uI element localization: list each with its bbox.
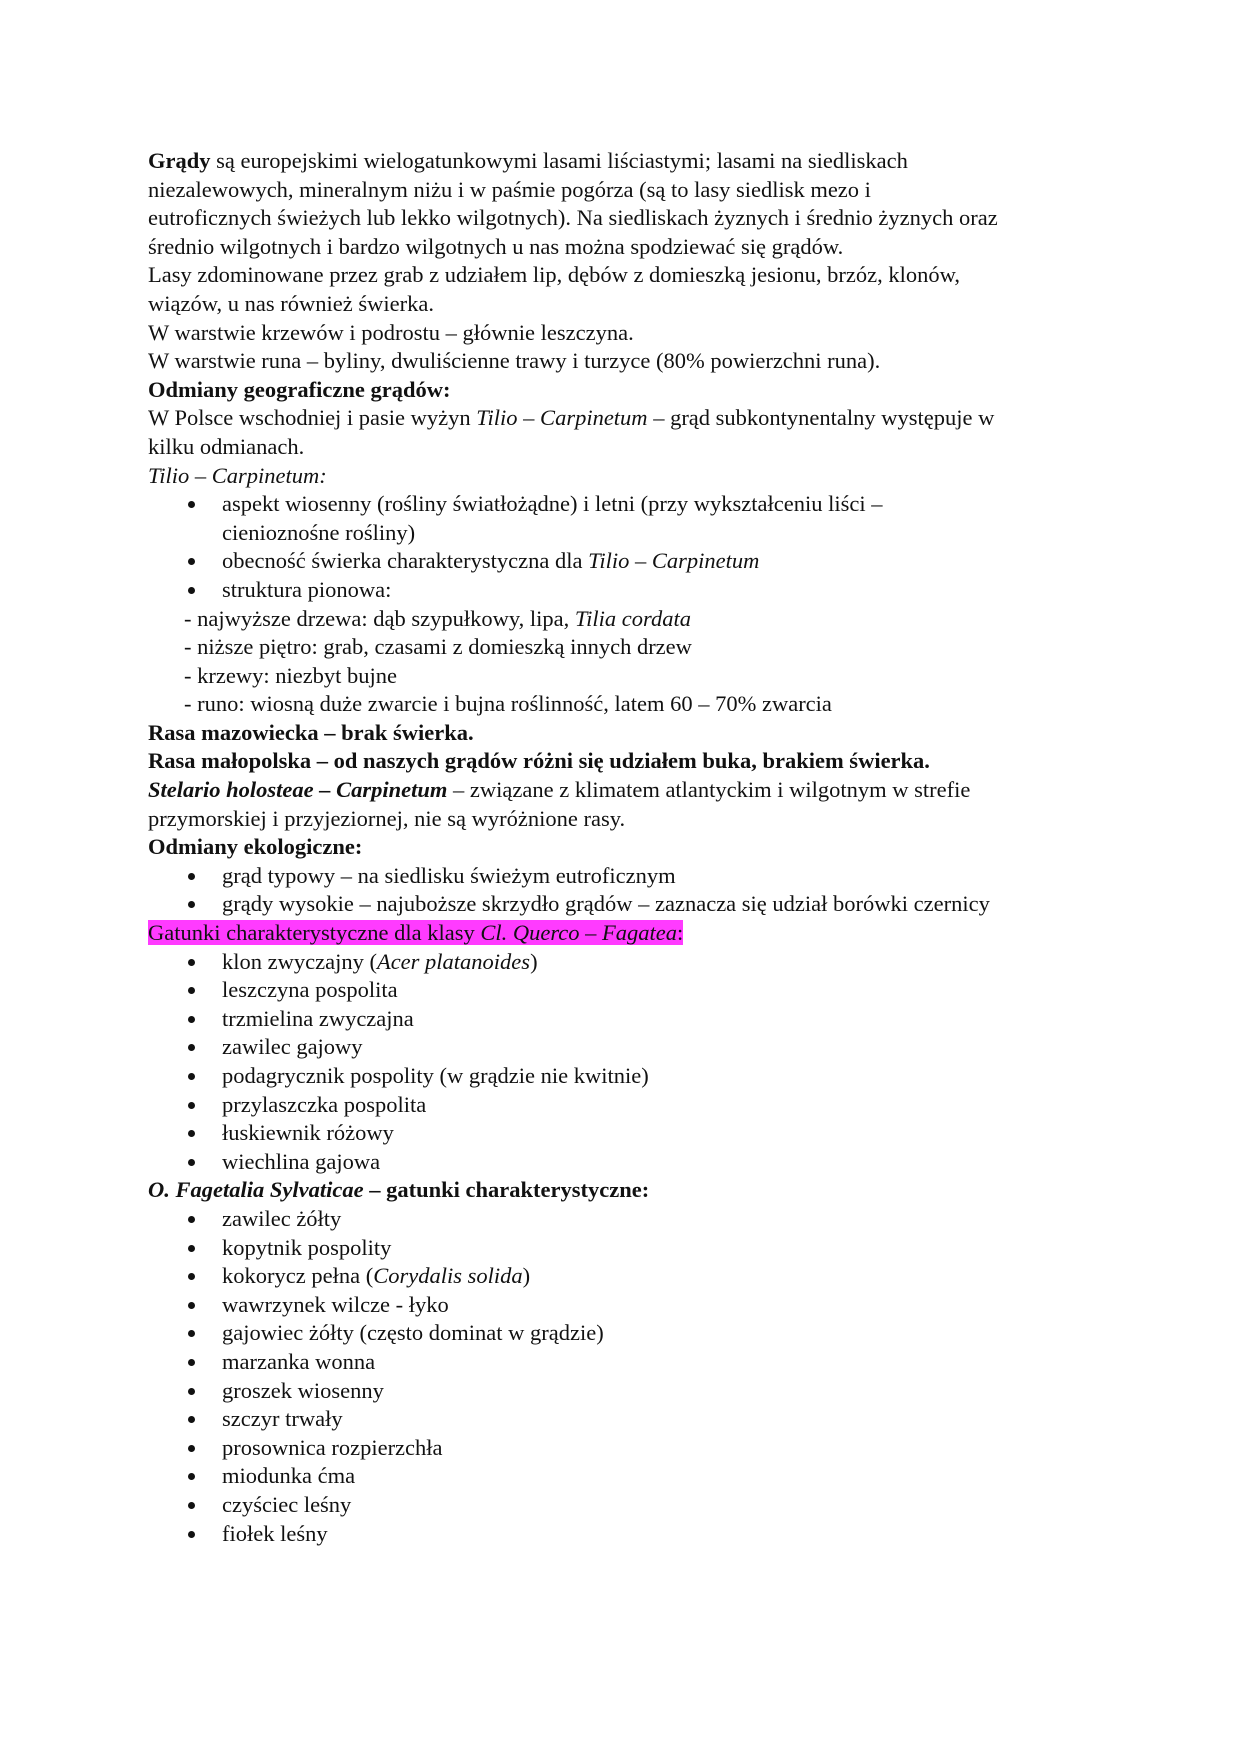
list-item: czyściec leśny	[148, 1491, 1108, 1520]
stelario-line-2: przymorskiej i przyjeziornej, nie są wyróżnione rasy.	[148, 805, 626, 831]
dash-text: - najwyższe drzewa: dąb szypułkowy, lipa,	[184, 605, 575, 631]
species-name: Tilio – Carpinetum	[588, 548, 760, 574]
fagetalia-heading	[148, 1176, 1108, 1205]
term-grady: Grądy	[148, 148, 211, 173]
list-item: struktura pionowa:	[148, 576, 1108, 605]
geo-paragraph-line-1	[148, 404, 1108, 433]
dash-item: - niższe piętro: grab, czasami z domieszką innych drzew	[184, 634, 692, 660]
intro-text: są europejskimi wielogatunkowymi lasami liściastymi; lasami na siedliskach	[210, 148, 908, 173]
rasa-mazowiecka: Rasa mazowiecka – brak świerka.	[148, 719, 474, 745]
list-item: trzmielina zwyczajna	[148, 1005, 1108, 1034]
geo-paragraph-line-2: kilku odmianach.	[148, 433, 305, 459]
list-item: wiechlina gajowa	[148, 1148, 1108, 1177]
heading-text: – gatunki charakterystyczne:	[363, 1177, 650, 1203]
geo-text: W Polsce wschodniej i pasie wyżyn	[148, 405, 477, 431]
rasa-malopolska: Rasa małopolska – od naszych grądów różni się udziałem buka, brakiem świerka.	[148, 748, 930, 774]
list-item: fiołek leśny	[148, 1520, 1108, 1549]
document-page	[148, 147, 1108, 1548]
list-item	[148, 1262, 1108, 1291]
class-name: Cl. Querco – Fagatea	[480, 920, 678, 946]
order-name: O. Fagetalia Sylvaticae	[148, 1177, 364, 1203]
list-item: grąd typowy – na siedlisku świeżym eutroficznym	[148, 862, 1108, 891]
heading-text: Gatunki charakterystyczne dla klasy	[148, 920, 481, 946]
intro-line-1	[148, 147, 1108, 176]
list-item: gajowiec żółty (często dominat w grądzie)	[148, 1319, 1108, 1348]
intro-line-3: eutroficznych świeżych lub lekko wilgotnych). Na siedliskach żyznych i średnio żyznych oraz	[148, 205, 998, 231]
dash-item: - krzewy: niezbyt bujne	[184, 662, 398, 688]
list-text: obecność świerka charakterystyczna dla	[222, 548, 589, 574]
list-item: wawrzynek wilcze - łyko	[148, 1291, 1108, 1320]
list-item: szczyr trwały	[148, 1405, 1108, 1434]
list-text: )	[522, 1263, 531, 1289]
intro-line-2: niezalewowych, mineralnym niżu i w paśmie pogórza (są to lasy siedlisk mezo i	[148, 176, 871, 202]
list-item-continuation: cienioznośne rośliny)	[222, 519, 416, 545]
dash-item	[148, 605, 1108, 634]
list-item: zawilec żółty	[148, 1205, 1108, 1234]
highlighted-heading	[148, 920, 683, 945]
list-item: leszczyna pospolita	[148, 976, 1108, 1005]
list-item: marzanka wonna	[148, 1348, 1108, 1377]
list-item: prosownica rozpierzchła	[148, 1434, 1108, 1463]
tilio-carpinetum-label: Tilio – Carpinetum:	[148, 462, 327, 488]
species-name: Stelario holosteae – Carpinetum	[148, 777, 448, 803]
list-text: )	[530, 948, 538, 974]
list-item: zawilec gajowy	[148, 1033, 1108, 1062]
species-name: Tilia cordata	[574, 605, 691, 631]
stelario-text: – związane z klimatem atlantyckim i wilgotnym w strefie	[447, 777, 971, 803]
list-item: kopytnik pospolity	[148, 1234, 1108, 1263]
list-item: miodunka ćma	[148, 1462, 1108, 1491]
list-item	[148, 547, 1108, 576]
list-item: łuskiewnik różowy	[148, 1119, 1108, 1148]
intro-line-8: W warstwie runa – byliny, dwuliścienne trawy i turzyce (80% powierzchni runa).	[148, 348, 881, 374]
list-item: groszek wiosenny	[148, 1377, 1108, 1406]
list-item: podagrycznik pospolity (w grądzie nie kwitnie)	[148, 1062, 1108, 1091]
list-text: klon zwyczajny (	[222, 948, 377, 974]
intro-line-6: wiązów, u nas również świerka.	[148, 290, 434, 316]
eco-heading: Odmiany ekologiczne:	[148, 834, 363, 860]
species-name: Acer platanoides	[376, 948, 531, 974]
intro-line-7: W warstwie krzewów i podrostu – głównie leszczyna.	[148, 319, 634, 345]
querco-heading	[148, 919, 1108, 948]
list-item: aspekt wiosenny (rośliny światłożądne) i letni (przy wykształceniu liści –	[148, 490, 1108, 519]
intro-line-4: średnio wilgotnych i bardzo wilgotnych u nas można spodziewać się grądów.	[148, 233, 844, 259]
dash-item: - runo: wiosną duże zwarcie i bujna roślinność, latem 60 – 70% zwarcia	[184, 691, 832, 717]
intro-line-5: Lasy zdominowane przez grab z udziałem lip, dębów z domieszką jesionu, brzóz, klonów,	[148, 262, 961, 288]
species-name: Tilio – Carpinetum	[476, 405, 648, 431]
geo-heading: Odmiany geograficzne grądów:	[148, 376, 451, 402]
list-item: grądy wysokie – najuboższe skrzydło grądów – zaznacza się udział borówki czernicy	[148, 890, 1108, 919]
species-name: Corydalis solida	[373, 1263, 523, 1289]
geo-text: – grąd subkontynentalny występuje w	[647, 405, 995, 431]
list-item	[148, 948, 1108, 977]
list-item: przylaszczka pospolita	[148, 1091, 1108, 1120]
stelario-line-1	[148, 776, 1108, 805]
list-text: kokorycz pełna (	[222, 1263, 374, 1289]
heading-text: :	[677, 920, 684, 946]
